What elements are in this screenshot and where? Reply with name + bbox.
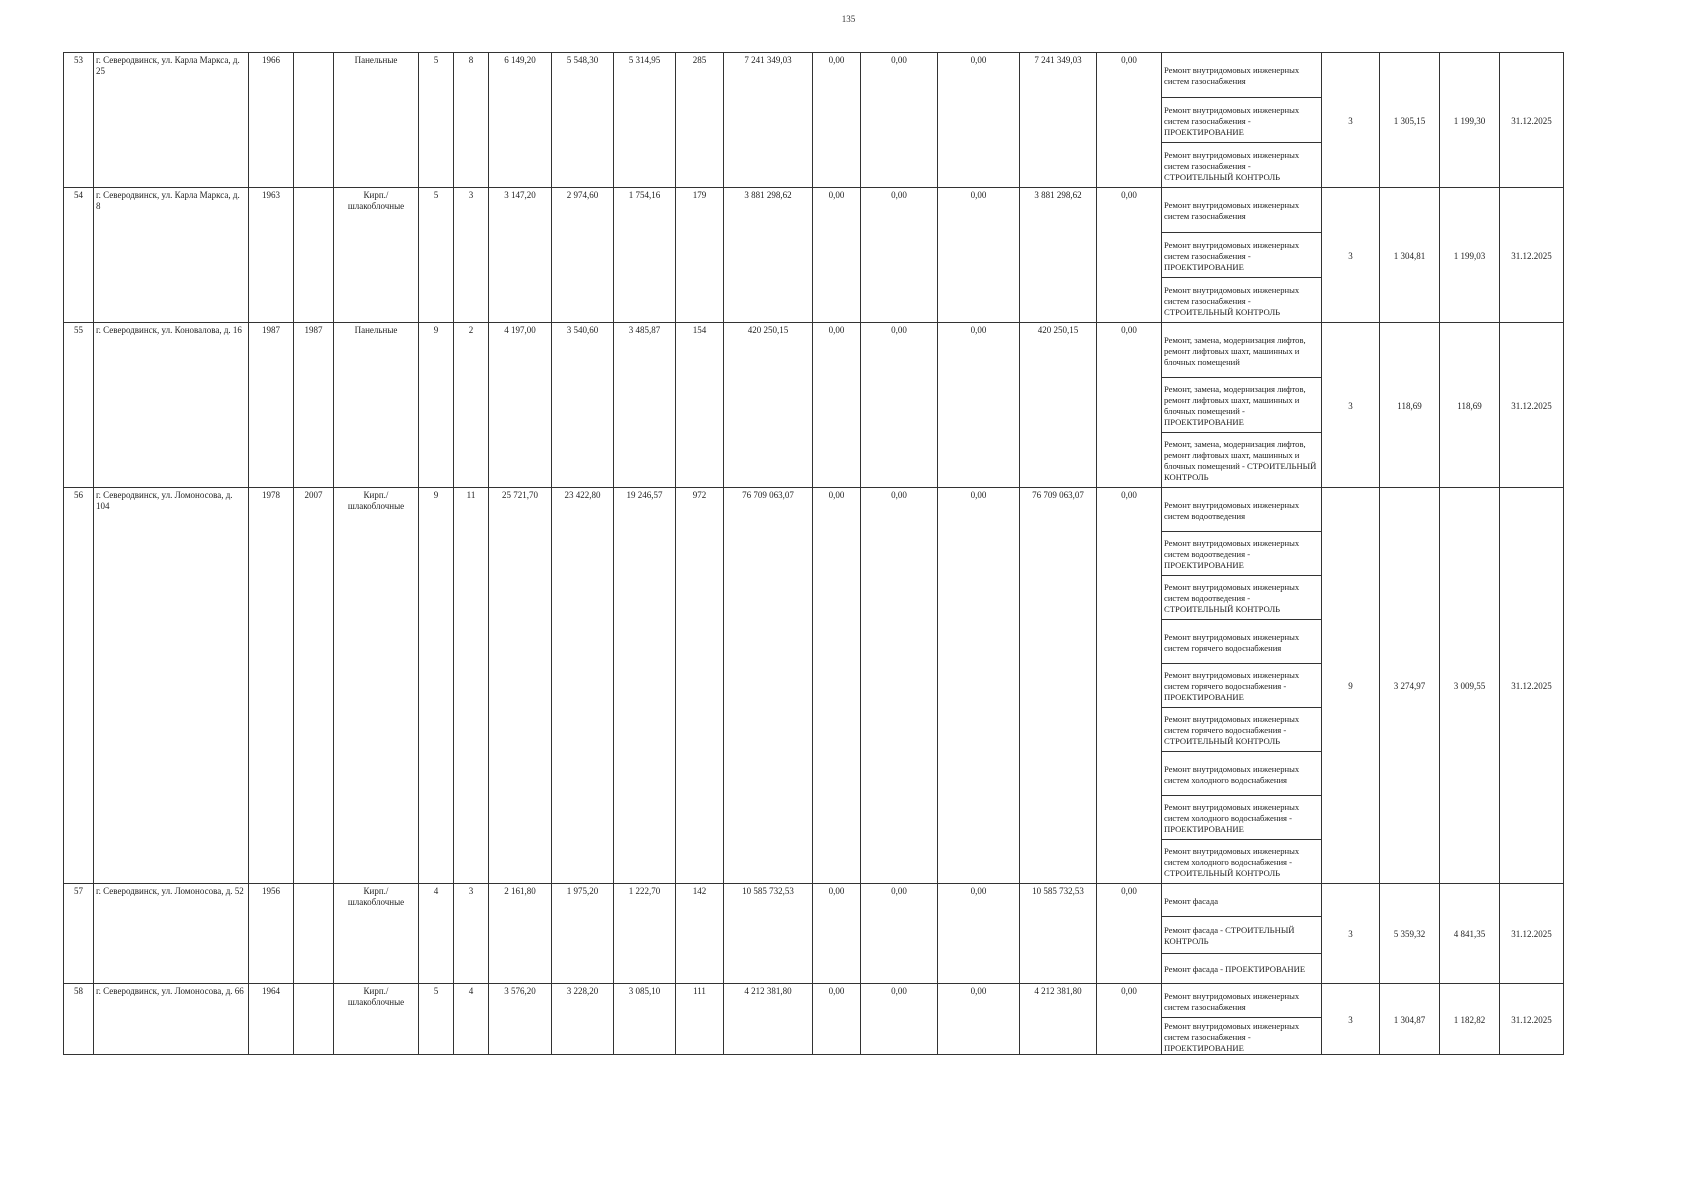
federal-funds: 0,00 [813,488,861,884]
regional-funds: 0,00 [861,984,938,1055]
premises-area: 3 540,60 [552,323,614,488]
residential-area: 1 222,70 [614,884,676,984]
work-count: 3 [1322,884,1380,984]
table-body [64,53,1564,1055]
entrance-count: 11 [454,488,489,884]
unit-cost: 1 304,87 [1380,984,1440,1055]
owners-funds: 76 709 063,07 [1020,488,1097,884]
work-count: 9 [1322,488,1380,884]
house-number: 53 [64,53,94,188]
premises-area: 1 975,20 [552,884,614,984]
work-type: Ремонт внутридомовых инженерных систем холодного водоснабжения - СТРОИТЕЛЬНЫЙ КОНТРОЛЬ [1162,840,1322,884]
owners-funds: 4 212 381,80 [1020,984,1097,1055]
floor-count: 9 [419,488,454,884]
total-area: 25 721,70 [489,488,552,884]
wall-material: Панельные [334,323,419,488]
federal-funds: 0,00 [813,53,861,188]
table-row [64,488,1564,532]
federal-funds: 0,00 [813,188,861,323]
floor-count: 9 [419,323,454,488]
work-type: Ремонт внутридомовых инженерных систем водоотведения - ПРОЕКТИРОВАНИЕ [1162,532,1322,576]
unit-cost-limit: 1 199,30 [1440,53,1500,188]
work-type: Ремонт внутридомовых инженерных систем газоснабжения - СТРОИТЕЛЬНЫЙ КОНТРОЛЬ [1162,143,1322,188]
entrance-count: 3 [454,188,489,323]
wall-material: Кирп./ шлакоблочные [334,488,419,884]
work-type: Ремонт внутридомовых инженерных систем горячего водоснабжения - СТРОИТЕЛЬНЫЙ КОНТРОЛЬ [1162,708,1322,752]
floor-count: 5 [419,984,454,1055]
work-type: Ремонт внутридомовых инженерных систем газоснабжения - ПРОЕКТИРОВАНИЕ [1162,98,1322,143]
other-funds: 0,00 [1097,53,1162,188]
house-address: г. Северодвинск, ул. Карла Маркса, д. 8 [94,188,249,323]
federal-funds: 0,00 [813,323,861,488]
total-area: 2 161,80 [489,884,552,984]
owners-funds: 3 881 298,62 [1020,188,1097,323]
house-address: г. Северодвинск, ул. Ломоносова, д. 104 [94,488,249,884]
unit-cost: 5 359,32 [1380,884,1440,984]
resident-count: 179 [676,188,724,323]
year-renovated: 2007 [294,488,334,884]
table-row [64,884,1564,917]
work-type: Ремонт, замена, модернизация лифтов, ремонт лифтовых шахт, машинных и блочных помещений - ПРОЕКТИРОВАНИЕ [1162,378,1322,433]
residential-area: 1 754,16 [614,188,676,323]
regional-funds: 0,00 [861,188,938,323]
other-funds: 0,00 [1097,188,1162,323]
work-type: Ремонт, замена, модернизация лифтов, ремонт лифтовых шахт, машинных и блочных помещений [1162,323,1322,378]
local-funds: 0,00 [938,323,1020,488]
work-type: Ремонт внутридомовых инженерных систем холодного водоснабжения - ПРОЕКТИРОВАНИЕ [1162,796,1322,840]
residential-area: 5 314,95 [614,53,676,188]
year-renovated: 1987 [294,323,334,488]
work-type: Ремонт внутридомовых инженерных систем водоотведения - СТРОИТЕЛЬНЫЙ КОНТРОЛЬ [1162,576,1322,620]
wall-material: Кирп./ шлакоблочные [334,188,419,323]
deadline: 31.12.2025 [1500,53,1564,188]
work-type: Ремонт фасада - ПРОЕКТИРОВАНИЕ [1162,954,1322,984]
local-funds: 0,00 [938,488,1020,884]
regional-funds: 0,00 [861,53,938,188]
entrance-count: 2 [454,323,489,488]
work-count: 3 [1322,53,1380,188]
total-area: 4 197,00 [489,323,552,488]
resident-count: 142 [676,884,724,984]
other-funds: 0,00 [1097,984,1162,1055]
owners-funds: 420 250,15 [1020,323,1097,488]
floor-count: 4 [419,884,454,984]
unit-cost: 3 274,97 [1380,488,1440,884]
other-funds: 0,00 [1097,323,1162,488]
total-cost: 76 709 063,07 [724,488,813,884]
year-renovated [294,188,334,323]
deadline: 31.12.2025 [1500,188,1564,323]
year-built: 1978 [249,488,294,884]
local-funds: 0,00 [938,188,1020,323]
regional-funds: 0,00 [861,884,938,984]
deadline: 31.12.2025 [1500,984,1564,1055]
unit-cost-limit: 1 182,82 [1440,984,1500,1055]
resident-count: 154 [676,323,724,488]
page-number: 135 [841,14,856,24]
house-number: 54 [64,188,94,323]
table-row [64,188,1564,233]
work-type: Ремонт внутридомовых инженерных систем газоснабжения [1162,53,1322,98]
regional-funds: 0,00 [861,323,938,488]
entrance-count: 4 [454,984,489,1055]
premises-area: 23 422,80 [552,488,614,884]
work-type: Ремонт внутридомовых инженерных систем газоснабжения - ПРОЕКТИРОВАНИЕ [1162,1018,1322,1055]
year-renovated [294,984,334,1055]
local-funds: 0,00 [938,884,1020,984]
work-count: 3 [1322,323,1380,488]
work-type: Ремонт, замена, модернизация лифтов, ремонт лифтовых шахт, машинных и блочных помещений - СТРОИТЕЛЬНЫЙ КОНТРОЛЬ [1162,433,1322,488]
resident-count: 972 [676,488,724,884]
other-funds: 0,00 [1097,884,1162,984]
entrance-count: 8 [454,53,489,188]
work-type: Ремонт внутридомовых инженерных систем газоснабжения - СТРОИТЕЛЬНЫЙ КОНТРОЛЬ [1162,278,1322,323]
floor-count: 5 [419,53,454,188]
year-built: 1956 [249,884,294,984]
work-type: Ремонт фасада - СТРОИТЕЛЬНЫЙ КОНТРОЛЬ [1162,917,1322,954]
table-row [64,53,1564,98]
local-funds: 0,00 [938,53,1020,188]
capital-repair-table [63,52,1564,1055]
work-type: Ремонт внутридомовых инженерных систем газоснабжения [1162,188,1322,233]
wall-material: Панельные [334,53,419,188]
unit-cost-limit: 118,69 [1440,323,1500,488]
total-area: 3 576,20 [489,984,552,1055]
wall-material: Кирп./ шлакоблочные [334,884,419,984]
federal-funds: 0,00 [813,884,861,984]
local-funds: 0,00 [938,984,1020,1055]
total-cost: 420 250,15 [724,323,813,488]
work-type: Ремонт фасада [1162,884,1322,917]
year-built: 1987 [249,323,294,488]
work-type: Ремонт внутридомовых инженерных систем газоснабжения - ПРОЕКТИРОВАНИЕ [1162,233,1322,278]
premises-area: 3 228,20 [552,984,614,1055]
residential-area: 3 485,87 [614,323,676,488]
unit-cost-limit: 1 199,03 [1440,188,1500,323]
floor-count: 5 [419,188,454,323]
resident-count: 285 [676,53,724,188]
deadline: 31.12.2025 [1500,884,1564,984]
deadline: 31.12.2025 [1500,323,1564,488]
total-area: 3 147,20 [489,188,552,323]
table-row [64,984,1564,1018]
house-address: г. Северодвинск, ул. Карла Маркса, д. 25 [94,53,249,188]
unit-cost-limit: 4 841,35 [1440,884,1500,984]
other-funds: 0,00 [1097,488,1162,884]
table-row [64,323,1564,378]
unit-cost: 118,69 [1380,323,1440,488]
house-number: 58 [64,984,94,1055]
residential-area: 19 246,57 [614,488,676,884]
house-number: 57 [64,884,94,984]
work-type: Ремонт внутридомовых инженерных систем водоотведения [1162,488,1322,532]
work-type: Ремонт внутридомовых инженерных систем горячего водоснабжения - ПРОЕКТИРОВАНИЕ [1162,664,1322,708]
premises-area: 5 548,30 [552,53,614,188]
total-area: 6 149,20 [489,53,552,188]
house-number: 56 [64,488,94,884]
entrance-count: 3 [454,884,489,984]
total-cost: 7 241 349,03 [724,53,813,188]
year-renovated [294,884,334,984]
work-type: Ремонт внутридомовых инженерных систем газоснабжения [1162,984,1322,1018]
work-type: Ремонт внутридомовых инженерных систем горячего водоснабжения [1162,620,1322,664]
year-renovated [294,53,334,188]
house-address: г. Северодвинск, ул. Ломоносова, д. 52 [94,884,249,984]
year-built: 1963 [249,188,294,323]
total-cost: 4 212 381,80 [724,984,813,1055]
owners-funds: 7 241 349,03 [1020,53,1097,188]
total-cost: 10 585 732,53 [724,884,813,984]
house-address: г. Северодвинск, ул. Ломоносова, д. 66 [94,984,249,1055]
residential-area: 3 085,10 [614,984,676,1055]
unit-cost: 1 305,15 [1380,53,1440,188]
house-address: г. Северодвинск, ул. Коновалова, д. 16 [94,323,249,488]
wall-material: Кирп./ шлакоблочные [334,984,419,1055]
work-count: 3 [1322,188,1380,323]
year-built: 1966 [249,53,294,188]
house-number: 55 [64,323,94,488]
work-count: 3 [1322,984,1380,1055]
unit-cost: 1 304,81 [1380,188,1440,323]
premises-area: 2 974,60 [552,188,614,323]
work-type: Ремонт внутридомовых инженерных систем холодного водоснабжения [1162,752,1322,796]
total-cost: 3 881 298,62 [724,188,813,323]
deadline: 31.12.2025 [1500,488,1564,884]
year-built: 1964 [249,984,294,1055]
unit-cost-limit: 3 009,55 [1440,488,1500,884]
federal-funds: 0,00 [813,984,861,1055]
owners-funds: 10 585 732,53 [1020,884,1097,984]
regional-funds: 0,00 [861,488,938,884]
resident-count: 111 [676,984,724,1055]
